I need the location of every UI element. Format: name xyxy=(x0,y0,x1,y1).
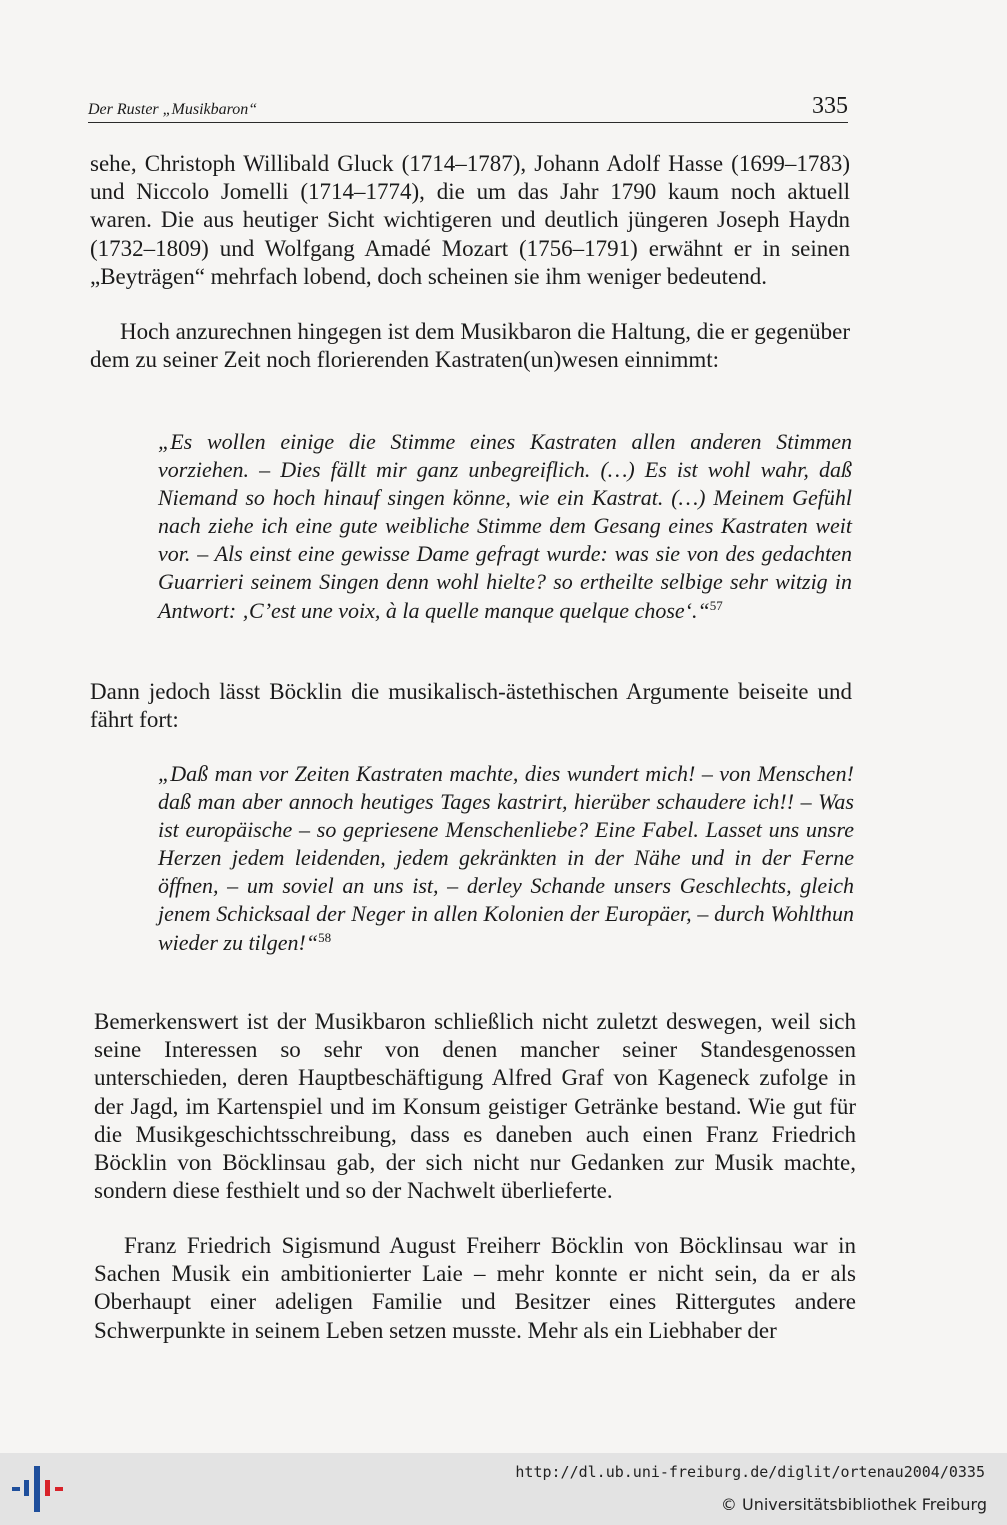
running-head xyxy=(88,94,848,123)
paragraph-2: Hoch anzurechnen hingegen ist dem Musikbaron die Haltung, die er gegenüber dem zu seiner Zeit noch florierenden Kastraten(un)wesen einnimmt: xyxy=(90,319,851,373)
paragraph-3: Dann jedoch lässt Böcklin die musikalisch-ästethischen Argumente beiseite und fährt fort: xyxy=(90,679,852,733)
paragraph-4: Bemerkenswert ist der Musikbaron schließlich nicht zuletzt deswegen, weil sich seine Interessen so sehr von denen mancher seiner Standesgenossen unterschieden, deren Hauptbeschäftigung Alfred Graf von Kageneck zufolge in der Jagd, im Kartenspiel und im Konsum geistiger Getränke bestand. Wie gut für die Musikgeschichtsschreibung, dass es daneben auch einen Franz Friedrich Böcklin von Böcklinsau gab, der sich nicht nur Gedanken zur Musik machte, sondern diese festhielt und so der Nachwelt überlieferte. xyxy=(94,1009,856,1204)
running-title: Der Ruster „Musikbaron“ xyxy=(88,101,258,118)
paragraph-1: sehe, Christoph Willibald Gluck (1714–1787), Johann Adolf Hasse (1699–1783) und Niccolo Jomelli (1714–1774), die um das Jahr 1790 kaum noch aktuell waren. Die aus heutiger Sicht wichtigeren und deutlich jüngeren Joseph Haydn (1732–1809) und Wolfgang Amadé Mozart (1756–1791) erwähnt er in seinen „Beyträgen“ mehrfach lobend, doch scheinen sie ihm weniger bedeutend. xyxy=(90,151,850,289)
paragraph-5: Franz Friedrich Sigismund August Freiherr Böcklin von Böcklinsau war in Sachen Musik ein ambitionierter Laie – mehr konnte er nicht sein, da er als Oberhaupt einer adeligen Familie und Besitzer eines Rittergutes andere Schwerpunkte in seinem Leben setzen musste. Mehr als ein Liebhaber der xyxy=(94,1233,856,1343)
quote-1-text: „Es wollen einige die Stimme eines Kastraten allen anderen Stimmen vorziehen. – Dies fällt mir ganz unbegreiflich. (…) Es ist wohl wahr, daß Niemand so hoch hinauf singen könne, wie ein Kastrat. (…) Meinem Gefühl nach ziehe ich eine gute weibliche Stimme dem Gesang eines Kastraten weit vor. – Als einst eine gewisse Dame gefragt wurde: was sie von des gedachten Guarrieri seinem Singen denn wohl hielte? so ertheilte selbige sehr witzig in Antwort: ‚C’est une voix, à la quelle manque quelque chose‘.“ xyxy=(158,429,852,623)
block-quote-1 xyxy=(158,428,852,625)
copyright-notice: © Universitätsbibliothek Freiburg xyxy=(720,1495,987,1514)
permalink-url[interactable]: http://dl.ub.uni-freiburg.de/diglit/ortenau2004/0335 xyxy=(515,1463,985,1481)
footnote-ref-57[interactable]: 57 xyxy=(709,597,723,613)
quote-2-text: „Daß man vor Zeiten Kastraten machte, dies wundert mich! – von Menschen! daß man aber annoch heutiges Tages kastrirt, hierüber schaudere ich!! – Was ist europäische – so gepriesene Menschenliebe? Eine Fabel. Lasset uns unsre Herzen jedem leidenden, jedem gekränkten in der Nähe und in der Ferne öffnen, – um soviel an uns ist, – derley Schande unsers Geschlechts, gleich jenem Schicksaal der Neger in allen Kolonien der Europäer, – durch Wohlthun wieder zu tilgen!“ xyxy=(158,761,854,955)
page-number: 335 xyxy=(812,93,848,119)
viewer-footer xyxy=(0,1453,1007,1525)
footnote-ref-58[interactable]: 58 xyxy=(318,929,332,945)
ub-freiburg-logo-icon xyxy=(12,1466,64,1512)
block-quote-2 xyxy=(158,760,854,957)
